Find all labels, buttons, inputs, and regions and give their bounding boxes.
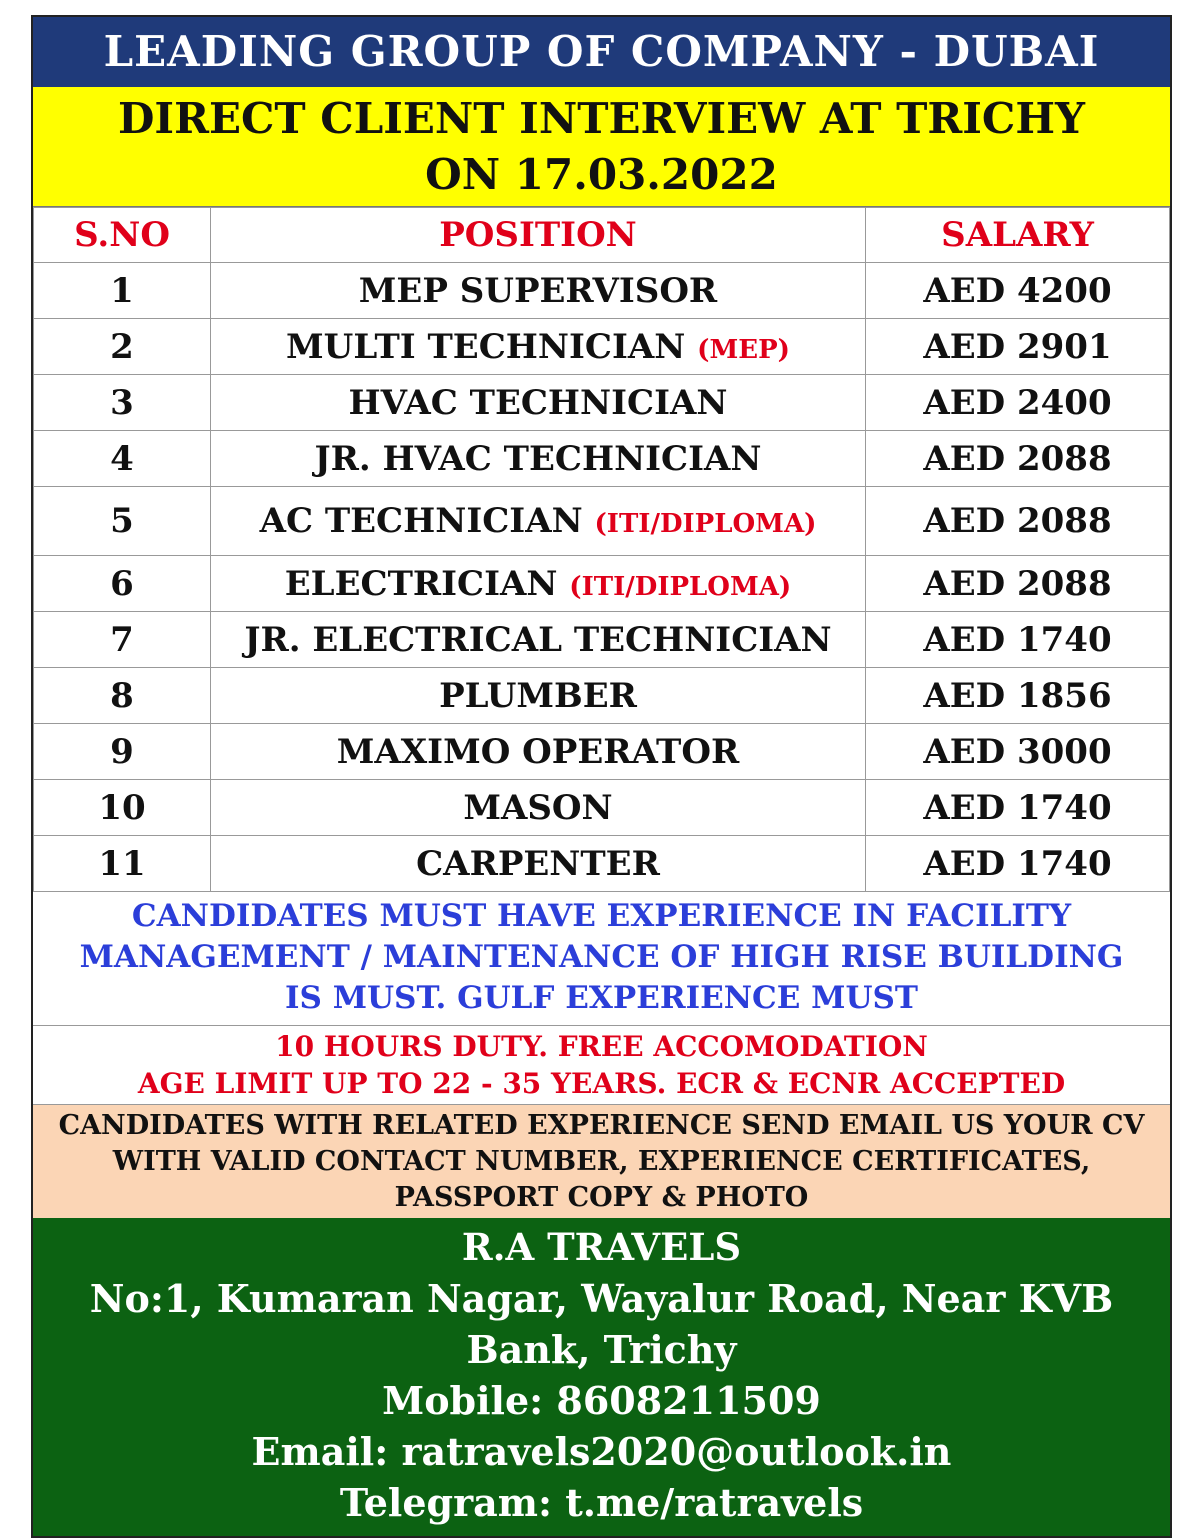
row-position [211, 724, 866, 780]
row-sno: 1 [34, 263, 211, 319]
row-sno: 7 [34, 612, 211, 668]
qualification-tag: (ITI/DIPLOMA) [594, 509, 817, 539]
row-sno: 11 [34, 836, 211, 892]
row-position [211, 836, 866, 892]
row-sno: 4 [34, 431, 211, 487]
table-row [34, 487, 1170, 556]
row-position [211, 319, 866, 375]
table-row [34, 263, 1170, 319]
row-salary: AED 1856 [866, 668, 1170, 724]
job-terms [33, 1026, 1170, 1105]
email-address: Email: ratravels2020@outlook.in [251, 1429, 952, 1474]
application-instructions [33, 1105, 1170, 1218]
job-poster [31, 15, 1172, 1538]
row-salary: AED 4200 [866, 263, 1170, 319]
row-sno: 8 [34, 668, 211, 724]
experience-line: MANAGEMENT / MAINTENANCE OF HIGH RISE BUILDING [79, 939, 1124, 975]
company-header: LEADING GROUP OF COMPANY - DUBAI [33, 17, 1170, 87]
row-salary: AED 2901 [866, 319, 1170, 375]
row-position [211, 263, 866, 319]
row-salary: AED 2088 [866, 431, 1170, 487]
row-salary: AED 1740 [866, 612, 1170, 668]
position-title: HVAC TECHNICIAN [348, 382, 728, 423]
position-title: MAXIMO OPERATOR [336, 731, 740, 772]
qualification-tag: (ITI/DIPLOMA) [569, 571, 792, 602]
table-row [34, 431, 1170, 487]
column-header-position: POSITION [211, 208, 866, 263]
agency-name: R.A TRAVELS [461, 1225, 742, 1269]
position-title: PLUMBER [439, 675, 637, 716]
row-sno: 9 [34, 724, 211, 780]
table-row [34, 556, 1170, 612]
apply-line: CANDIDATES WITH RELATED EXPERIENCE SEND EMAIL US YOUR CV [58, 1110, 1145, 1141]
row-salary: AED 2400 [866, 375, 1170, 431]
table-row [34, 724, 1170, 780]
position-title: MULTI TECHNICIAN [286, 326, 686, 367]
experience-line: CANDIDATES MUST HAVE EXPERIENCE IN FACILITY [131, 898, 1072, 934]
apply-line: WITH VALID CONTACT NUMBER, EXPERIENCE CERTIFICATES, [112, 1146, 1091, 1177]
row-sno: 10 [34, 780, 211, 836]
experience-requirements [33, 892, 1170, 1026]
table-row [34, 319, 1170, 375]
telegram-link: Telegram: t.me/ratravels [339, 1480, 864, 1525]
position-title: ELECTRICIAN [284, 563, 558, 604]
row-position [211, 431, 866, 487]
row-salary: AED 1740 [866, 836, 1170, 892]
address-line-2: Bank, Trichy [466, 1327, 737, 1372]
position-title: JR. HVAC TECHNICIAN [314, 438, 762, 479]
row-salary: AED 2088 [866, 487, 1170, 556]
row-sno: 5 [34, 487, 211, 556]
terms-line: AGE LIMIT UP TO 22 - 35 YEARS. ECR & ECNR ACCEPTED [137, 1067, 1066, 1100]
interview-banner [33, 87, 1170, 207]
position-title: AC TECHNICIAN [259, 501, 583, 541]
position-title: JR. ELECTRICAL TECHNICIAN [244, 619, 832, 660]
table-row [34, 612, 1170, 668]
interview-line-1: DIRECT CLIENT INTERVIEW AT TRICHY [118, 94, 1085, 143]
positions-table [33, 207, 1170, 892]
table-row [34, 668, 1170, 724]
row-position [211, 612, 866, 668]
row-position [211, 780, 866, 836]
experience-line: IS MUST. GULF EXPERIENCE MUST [285, 980, 918, 1016]
column-header-sno: S.NO [34, 208, 211, 263]
row-sno: 3 [34, 375, 211, 431]
position-title: MEP SUPERVISOR [358, 270, 718, 311]
table-row [34, 375, 1170, 431]
row-position [211, 556, 866, 612]
row-position [211, 487, 866, 556]
address-line-1: No:1, Kumaran Nagar, Wayalur Road, Near KVB [89, 1276, 1114, 1321]
row-position [211, 375, 866, 431]
table-row [34, 780, 1170, 836]
interview-date-line: ON 17.03.2022 [425, 150, 778, 199]
row-salary: AED 1740 [866, 780, 1170, 836]
row-sno: 6 [34, 556, 211, 612]
apply-line: PASSPORT COPY & PHOTO [394, 1182, 809, 1213]
mobile-number: Mobile: 8608211509 [382, 1378, 821, 1423]
position-title: MASON [463, 787, 613, 828]
row-salary: AED 2088 [866, 556, 1170, 612]
table-row [34, 836, 1170, 892]
terms-line: 10 HOURS DUTY. FREE ACCOMODATION [275, 1030, 928, 1063]
row-position [211, 668, 866, 724]
table-header-row [34, 208, 1170, 263]
row-sno: 2 [34, 319, 211, 375]
contact-footer [33, 1218, 1170, 1536]
row-salary: AED 3000 [866, 724, 1170, 780]
position-title: CARPENTER [416, 843, 660, 884]
qualification-tag: (MEP) [697, 334, 790, 365]
column-header-salary: SALARY [866, 208, 1170, 263]
